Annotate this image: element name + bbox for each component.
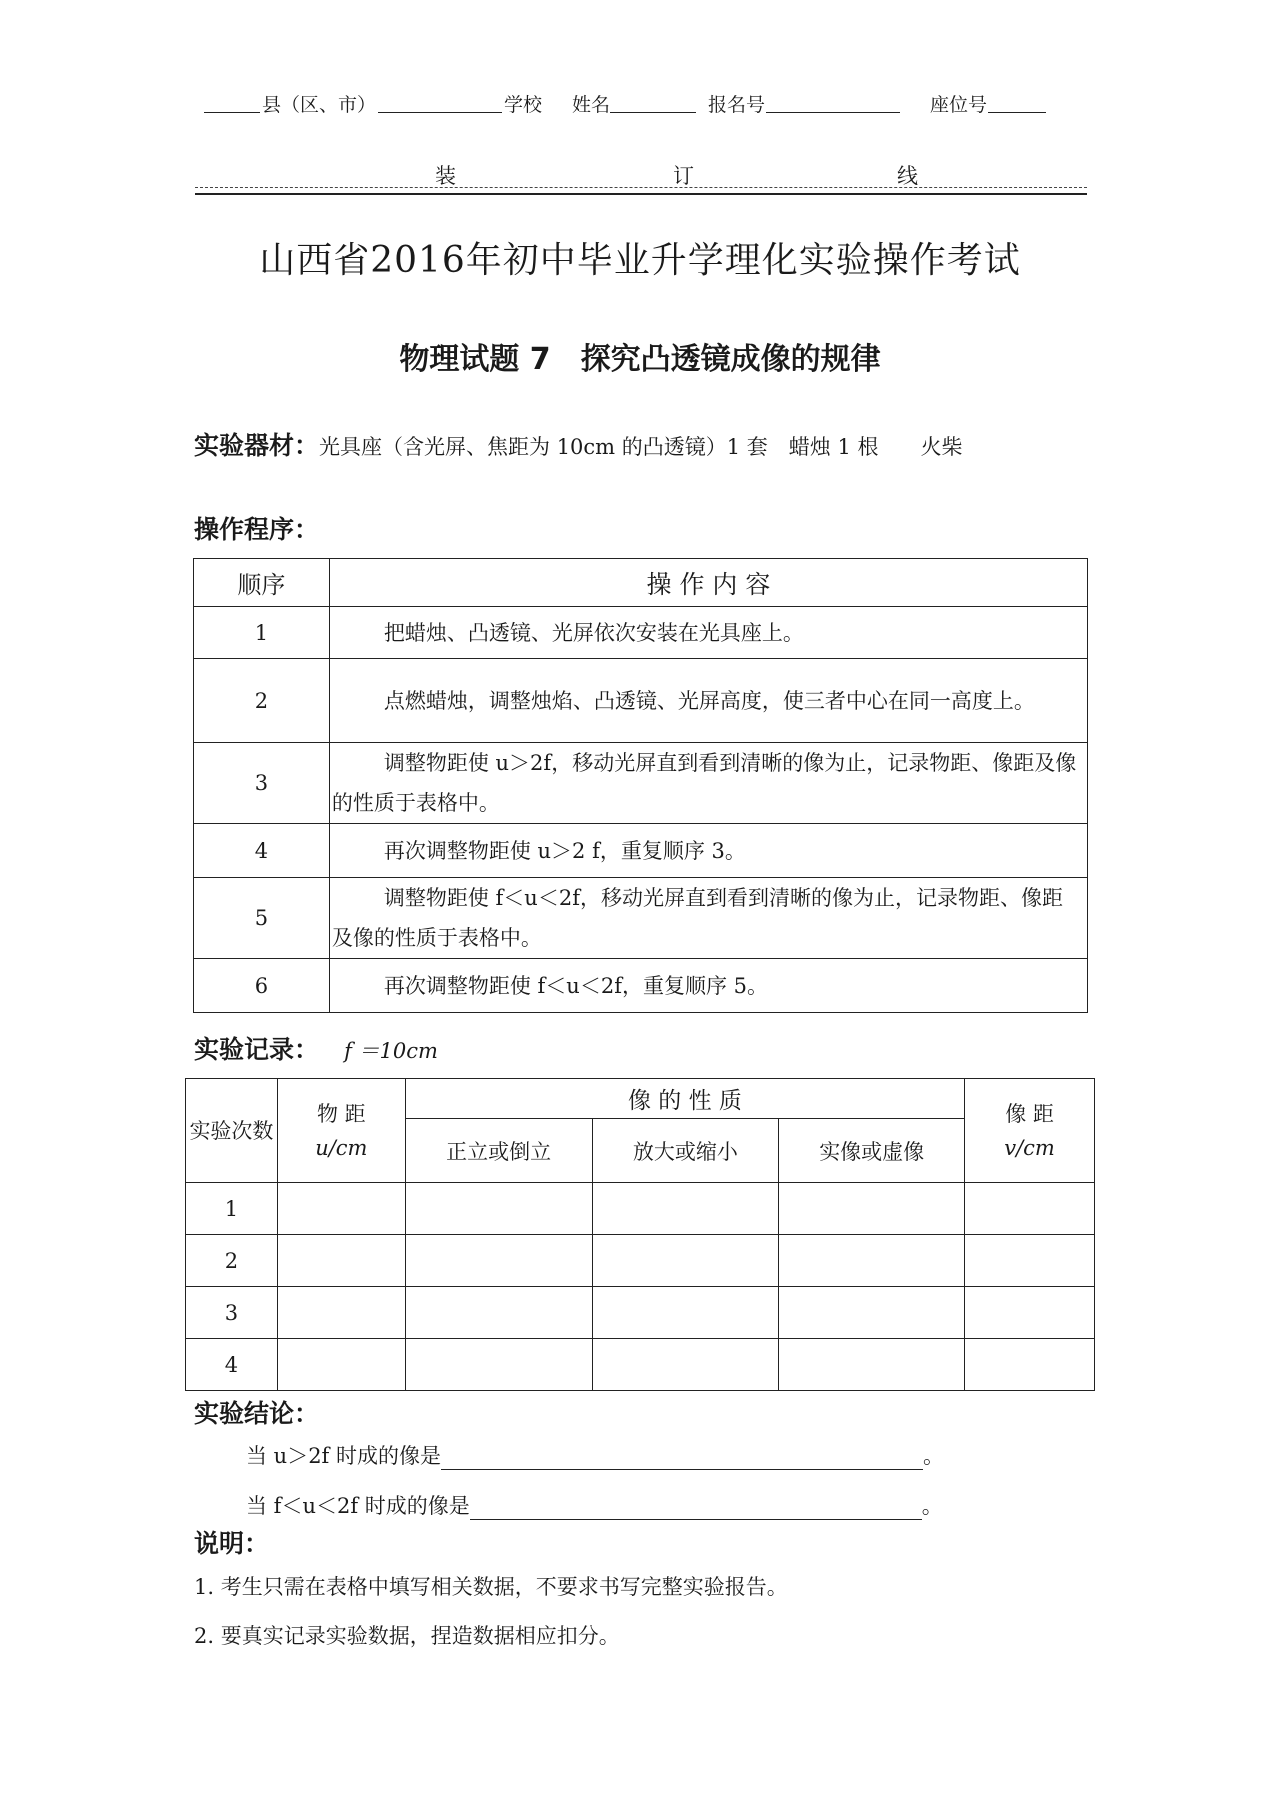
binding-line <box>195 160 1087 194</box>
materials-text: 光具座（含光屏、焦距为 10cm 的凸透镜）1 套 蜡烛 1 根 火柴 <box>319 435 963 459</box>
table-row <box>194 878 1088 959</box>
record-line <box>194 1030 438 1066</box>
registration-blank[interactable] <box>766 112 900 113</box>
experiment-title: 物理试题 7 探究凸透镜成像的规律 <box>399 342 881 377</box>
county-label: 县（区、市） <box>262 94 377 116</box>
step-text: 调整物距使 u＞2f，移动光屏直到看到清晰的像为止，记录物距、像距及像的性质于表格中。 <box>329 743 1087 824</box>
procedure-label: 操作程序： <box>194 515 320 544</box>
image-distance-label: 像 距 <box>1005 1101 1054 1126</box>
order-header: 顺序 <box>194 559 330 607</box>
trial-number: 4 <box>186 1339 278 1391</box>
step-number: 5 <box>194 878 330 959</box>
registration-label: 报名号 <box>708 94 766 116</box>
seat-label: 座位号 <box>930 94 988 116</box>
conclusion-2-prefix: 当 f＜u＜2f 时成的像是 <box>246 1494 470 1518</box>
dashed-rule <box>195 187 1087 188</box>
note-item: 2. 要真实记录实验数据，捏造数据相应扣分。 <box>194 1624 620 1648</box>
county-blank[interactable] <box>204 112 260 113</box>
page-title: 山西省2016年初中毕业升学理化实验操作考试 <box>259 240 1021 281</box>
conclusion-1-blank[interactable] <box>441 1445 923 1470</box>
binding-char-3: 线 <box>897 164 918 188</box>
table-row <box>186 1235 1095 1287</box>
real-header: 实像或虚像 <box>779 1119 965 1183</box>
record-table <box>185 1078 1095 1391</box>
note-item: 1. 考生只需在表格中填写相关数据，不要求书写完整实验报告。 <box>194 1575 788 1599</box>
step-number: 1 <box>194 607 330 659</box>
record-header-row <box>186 1079 1095 1119</box>
conclusion-1-prefix: 当 u＞2f 时成的像是 <box>246 1444 442 1468</box>
step-text: 调整物距使 f＜u＜2f，移动光屏直到看到清晰的像为止，记录物距、像距及像的性质于表格中。 <box>329 878 1087 959</box>
record-cell[interactable] <box>277 1287 405 1339</box>
table-row <box>194 959 1088 1013</box>
conclusion-line-2 <box>246 1490 943 1520</box>
step-number: 3 <box>194 743 330 824</box>
solid-rule <box>195 193 1087 195</box>
record-cell[interactable] <box>592 1235 779 1287</box>
image-distance-header <box>965 1079 1095 1183</box>
record-cell[interactable] <box>405 1235 592 1287</box>
record-cell[interactable] <box>592 1183 779 1235</box>
object-distance-header <box>277 1079 405 1183</box>
step-text: 再次调整物距使 f＜u＜2f，重复顺序 5。 <box>329 959 1087 1013</box>
binding-char-1: 装 <box>435 164 456 188</box>
exam-info-header <box>0 88 1280 122</box>
table-row <box>194 607 1088 659</box>
record-cell[interactable] <box>965 1339 1095 1391</box>
object-distance-unit: u/cm <box>315 1135 368 1160</box>
record-cell[interactable] <box>965 1235 1095 1287</box>
procedure-header-row <box>194 559 1088 607</box>
materials-line <box>194 426 963 462</box>
table-row <box>194 659 1088 743</box>
focal-length: f ＝10cm <box>344 1039 438 1063</box>
table-row <box>186 1339 1095 1391</box>
record-cell[interactable] <box>965 1287 1095 1339</box>
record-label: 实验记录： <box>194 1035 320 1064</box>
image-nature-header: 像 的 性 质 <box>405 1079 964 1119</box>
record-cell[interactable] <box>965 1183 1095 1235</box>
table-row <box>194 743 1088 824</box>
object-distance-label: 物 距 <box>316 1101 366 1126</box>
notes-label: 说明： <box>194 1529 270 1558</box>
content-header: 操 作 内 容 <box>329 559 1087 607</box>
school-blank[interactable] <box>378 112 502 113</box>
table-row <box>186 1287 1095 1339</box>
conclusion-2-end: 。 <box>921 1494 943 1518</box>
materials-label: 实验器材： <box>194 431 320 460</box>
record-cell[interactable] <box>405 1339 592 1391</box>
school-label: 学校 <box>504 94 543 116</box>
step-text: 点燃蜡烛，调整烛焰、凸透镜、光屏高度，使三者中心在同一高度上。 <box>329 659 1087 743</box>
record-cell[interactable] <box>779 1235 965 1287</box>
image-distance-unit: v/cm <box>1004 1135 1055 1160</box>
record-cell[interactable] <box>405 1287 592 1339</box>
conclusion-line-1 <box>246 1440 944 1470</box>
record-cell[interactable] <box>592 1287 779 1339</box>
binding-char-2: 订 <box>673 164 694 188</box>
magnify-header: 放大或缩小 <box>592 1119 779 1183</box>
record-cell[interactable] <box>277 1235 405 1287</box>
record-cell[interactable] <box>779 1287 965 1339</box>
procedure-table <box>193 558 1088 1013</box>
name-label: 姓名 <box>572 94 611 116</box>
trial-header: 实验次数 <box>186 1079 278 1183</box>
record-cell[interactable] <box>277 1339 405 1391</box>
step-text: 把蜡烛、凸透镜、光屏依次安装在光具座上。 <box>329 607 1087 659</box>
record-cell[interactable] <box>779 1183 965 1235</box>
name-blank[interactable] <box>610 112 696 113</box>
record-cell[interactable] <box>779 1339 965 1391</box>
upright-header: 正立或倒立 <box>405 1119 592 1183</box>
conclusion-label: 实验结论： <box>194 1399 320 1428</box>
conclusion-2-blank[interactable] <box>470 1495 922 1520</box>
conclusion-1-end: 。 <box>923 1444 945 1468</box>
seat-blank[interactable] <box>988 112 1046 113</box>
table-row <box>194 824 1088 878</box>
trial-number: 3 <box>186 1287 278 1339</box>
step-number: 6 <box>194 959 330 1013</box>
record-cell[interactable] <box>405 1183 592 1235</box>
trial-number: 2 <box>186 1235 278 1287</box>
step-number: 4 <box>194 824 330 878</box>
record-cell[interactable] <box>277 1183 405 1235</box>
step-number: 2 <box>194 659 330 743</box>
trial-number: 1 <box>186 1183 278 1235</box>
table-row <box>186 1183 1095 1235</box>
record-cell[interactable] <box>592 1339 779 1391</box>
step-text: 再次调整物距使 u＞2 f，重复顺序 3。 <box>329 824 1087 878</box>
